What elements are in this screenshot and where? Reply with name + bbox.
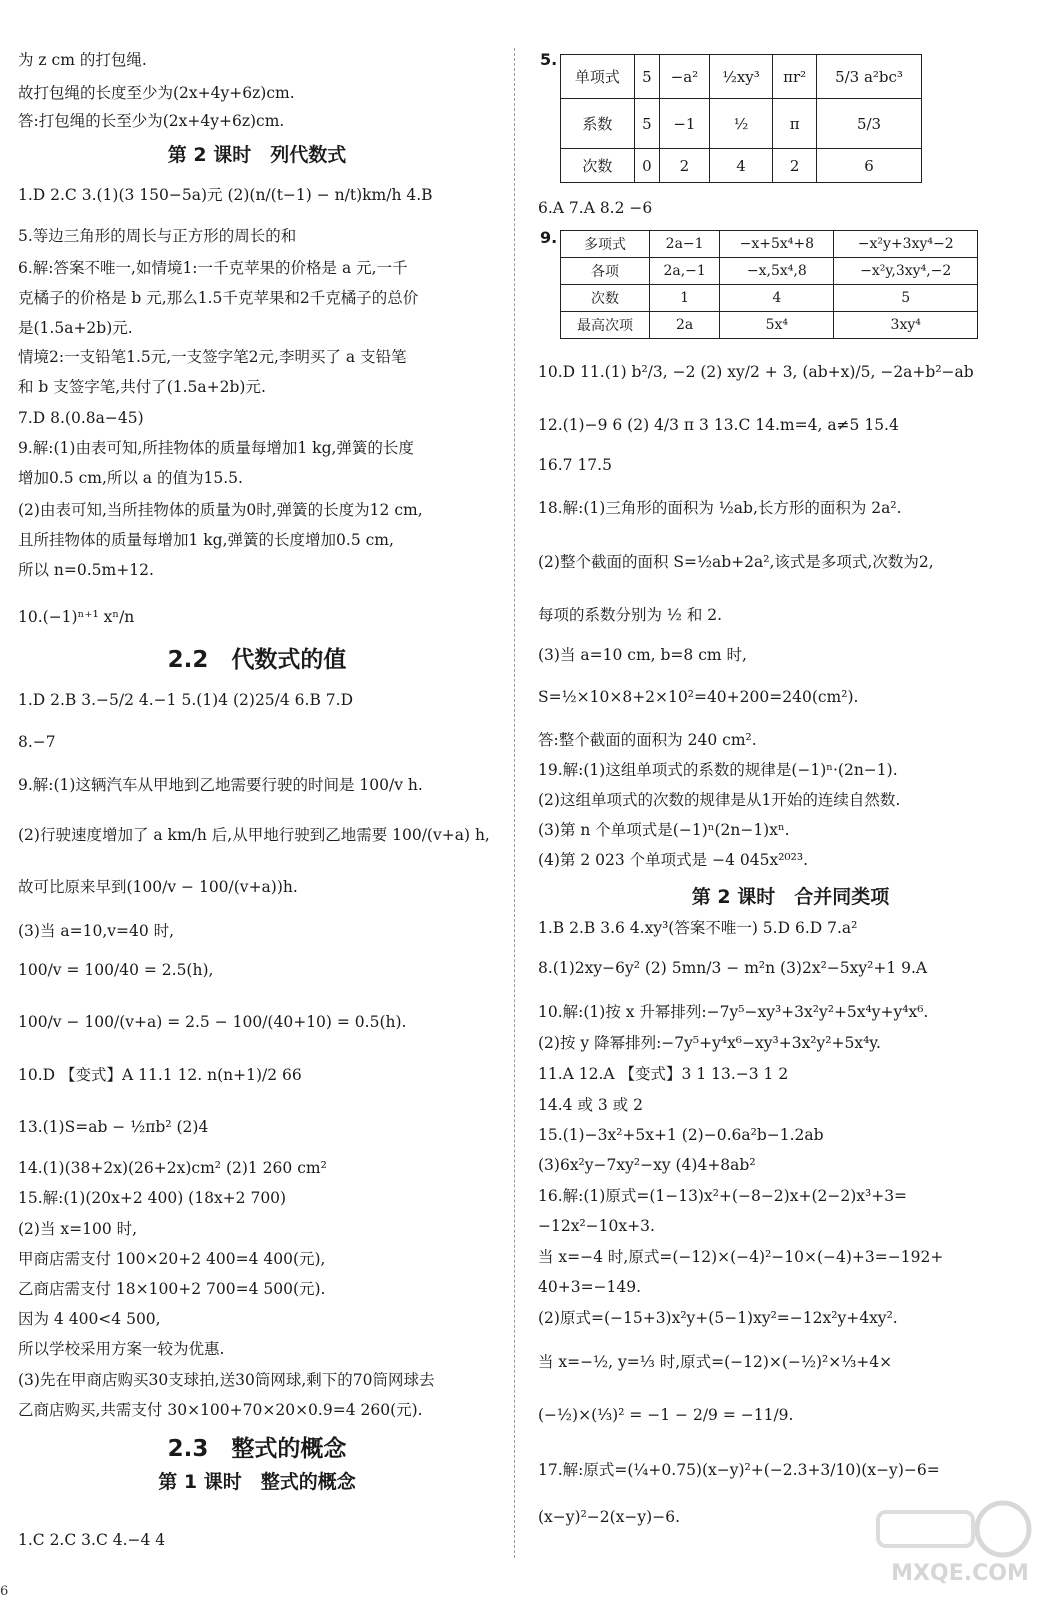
text-line: 所以 n=0.5m+12. bbox=[18, 561, 154, 579]
table-cell: 2a bbox=[649, 312, 719, 339]
text-line: 故打包绳的长度至少为(2x+4y+6z)cm. bbox=[18, 84, 295, 102]
text-line: 答:打包绳的长至少为(2x+4y+6z)cm. bbox=[18, 112, 285, 130]
text-line: S=½×10×8+2×10²=40+200=240(cm²). bbox=[538, 688, 859, 706]
text-line: (3)先在甲商店购买30支球拍,送30筒网球,剩下的70筒网球去 bbox=[18, 1371, 435, 1389]
text-line: 乙商店需支付 18×100+2 700=4 500(元). bbox=[18, 1280, 326, 1298]
text-line: 14.4 或 3 或 2 bbox=[538, 1096, 643, 1114]
text-line: 16.7 17.5 bbox=[538, 456, 612, 474]
text-line: (2)按 y 降幂排列:−7y⁵+y⁴x⁶−xy³+3x²y²+5x⁴y. bbox=[538, 1034, 881, 1052]
text-line: 8.−7 bbox=[18, 733, 56, 751]
question-number: 9. bbox=[540, 228, 558, 247]
section-heading: 2.3 整式的概念 bbox=[167, 1436, 347, 1462]
text-line: 每项的系数分别为 ½ 和 2. bbox=[538, 606, 723, 624]
text-line: 1.D 2.C 3.(1)(3 150−5a)元 (2)(n/(t−1) − n/t)km/h 4.B bbox=[18, 186, 433, 204]
table-cell: ½xy³ bbox=[709, 55, 772, 99]
polynomial-table bbox=[560, 230, 978, 339]
text-line: 12.(1)−9 6 (2) 4/3 π 3 13.C 14.m=4, a≠5 15.4 bbox=[538, 416, 899, 434]
section-heading: 第 2 课时 列代数式 bbox=[167, 144, 347, 166]
section-heading: 第 2 课时 合并同类项 bbox=[691, 886, 890, 908]
text-line: (x−y)²−2(x−y)−6. bbox=[538, 1508, 680, 1526]
text-line: (3)6x²y−7xy²−xy (4)4+8ab² bbox=[538, 1156, 756, 1174]
text-line: 8.(1)2xy−6y² (2) 5mn/3 − m²n (3)2x²−5xy²+1 9.A bbox=[538, 959, 928, 977]
table-cell: 5/3 a²bc³ bbox=[817, 55, 922, 99]
table-cell: 1 bbox=[649, 285, 719, 312]
text-line: 17.解:原式=(¼+0.75)(x−y)²+(−2.3+3/10)(x−y)−6= bbox=[538, 1461, 940, 1479]
table-cell: 5x⁴ bbox=[720, 312, 834, 339]
table-cell: 单项式 bbox=[561, 55, 635, 99]
table-cell: 5 bbox=[634, 99, 659, 149]
text-line: 11.A 12.A 【变式】3 1 13.−3 1 2 bbox=[538, 1065, 789, 1083]
table-cell: 2 bbox=[773, 149, 817, 183]
table-cell: 5 bbox=[634, 55, 659, 99]
text-line: 40+3=−149. bbox=[538, 1278, 642, 1296]
table-cell: −x²y+3xy⁴−2 bbox=[834, 231, 978, 258]
table-cell: 2a,−1 bbox=[649, 258, 719, 285]
text-line: (3)当 a=10,v=40 时, bbox=[18, 922, 175, 940]
text-line: (−½)×(⅓)² = −1 − 2/9 = −11/9. bbox=[538, 1406, 794, 1424]
table-cell: −x²y,3xy⁴,−2 bbox=[834, 258, 978, 285]
text-line: 13.(1)S=ab − ½πb² (2)4 bbox=[18, 1118, 209, 1136]
text-line: (2)行驶速度增加了 a km/h 后,从甲地行驶到乙地需要 100/(v+a) h, bbox=[18, 826, 490, 844]
table-cell: 系数 bbox=[561, 99, 635, 149]
text-line: (2)当 x=100 时, bbox=[18, 1220, 138, 1238]
table-cell: −x,5x⁴,8 bbox=[720, 258, 834, 285]
text-line: 16.解:(1)原式=(1−13)x²+(−8−2)x+(2−2)x³+3= bbox=[538, 1187, 908, 1205]
table-cell: 6 bbox=[817, 149, 922, 183]
text-line: 10.D 11.(1) b²/3, −2 (2) xy/2 + 3, (ab+x)/5, −2a+b²−ab bbox=[538, 363, 974, 381]
text-line: 和 b 支签字笔,共付了(1.5a+2b)元. bbox=[18, 378, 266, 396]
monomial-table bbox=[560, 54, 922, 183]
text-line: 增加0.5 cm,所以 a 的值为15.5. bbox=[18, 469, 243, 487]
text-line: 100/v = 100/40 = 2.5(h), bbox=[18, 961, 214, 979]
watermark-text: MXQE.COM bbox=[891, 1561, 1029, 1586]
table-cell: −x+5x⁴+8 bbox=[720, 231, 834, 258]
text-line: −12x²−10x+3. bbox=[538, 1217, 655, 1235]
text-line: 1.D 2.B 3.−5/2 4.−1 5.(1)4 (2)25/4 6.B 7.D bbox=[18, 691, 354, 709]
text-line: 7.D 8.(0.8a−45) bbox=[18, 409, 144, 427]
text-line: 100/v − 100/(v+a) = 2.5 − 100/(40+10) = 0.5(h). bbox=[18, 1013, 407, 1031]
table-cell: 2a−1 bbox=[649, 231, 719, 258]
text-line: 6.解:答案不唯一,如情境1:一千克苹果的价格是 a 元,一千 bbox=[18, 259, 408, 277]
text-line: 15.(1)−3x²+5x+1 (2)−0.6a²b−1.2ab bbox=[538, 1126, 824, 1144]
section-heading: 第 1 课时 整式的概念 bbox=[158, 1471, 356, 1493]
text-line: 当 x=−½, y=⅓ 时,原式=(−12)×(−½)²×⅓+4× bbox=[538, 1353, 893, 1371]
text-line: 9.解:(1)由表可知,所挂物体的质量每增加1 kg,弹簧的长度 bbox=[18, 439, 414, 457]
table-cell: 最高次项 bbox=[561, 312, 650, 339]
text-line: 乙商店购买,共需支付 30×100+70×20×0.9=4 260(元). bbox=[18, 1401, 423, 1419]
table-cell: 4 bbox=[709, 149, 772, 183]
table-cell: 4 bbox=[720, 285, 834, 312]
text-line: 为 z cm 的打包绳. bbox=[18, 51, 147, 69]
text-line: 19.解:(1)这组单项式的系数的规律是(−1)ⁿ·(2n−1). bbox=[538, 761, 898, 779]
text-line: (3)第 n 个单项式是(−1)ⁿ(2n−1)xⁿ. bbox=[538, 821, 790, 839]
text-line: 所以学校采用方案一较为优惠. bbox=[18, 1340, 225, 1358]
table-cell: −1 bbox=[660, 99, 710, 149]
text-line: 18.解:(1)三角形的面积为 ½ab,长方形的面积为 2a². bbox=[538, 499, 902, 517]
page-number: 6 bbox=[0, 1584, 9, 1599]
text-line: (2)原式=(−15+3)x²y+(5−1)xy²=−12x²y+4xy². bbox=[538, 1309, 898, 1327]
text-line: 1.C 2.C 3.C 4.−4 4 bbox=[18, 1531, 166, 1549]
text-line: 5.等边三角形的周长与正方形的周长的和 bbox=[18, 227, 297, 245]
text-line: 情境2:一支铅笔1.5元,一支签字笔2元,李明买了 a 支铅笔 bbox=[18, 348, 407, 366]
table-cell: π bbox=[773, 99, 817, 149]
text-line: (2)由表可知,当所挂物体的质量为0时,弹簧的长度为12 cm, bbox=[18, 501, 423, 519]
text-line: 且所挂物体的质量每增加1 kg,弹簧的长度增加0.5 cm, bbox=[18, 531, 394, 549]
text-line: (2)这组单项式的次数的规律是从1开始的连续自然数. bbox=[538, 791, 901, 809]
text-line: 答:整个截面的面积为 240 cm². bbox=[538, 731, 757, 749]
text-line: (4)第 2 023 个单项式是 −4 045x²⁰²³. bbox=[538, 851, 808, 869]
text-line: 14.(1)(38+2x)(26+2x)cm² (2)1 260 cm² bbox=[18, 1159, 327, 1177]
text-line: (2)整个截面的面积 S=½ab+2a²,该式是多项式,次数为2, bbox=[538, 553, 934, 571]
watermark-logo bbox=[868, 1494, 1053, 1590]
table-cell: 2 bbox=[660, 149, 710, 183]
table-cell: 多项式 bbox=[561, 231, 650, 258]
table-cell: 5/3 bbox=[817, 99, 922, 149]
table-cell: 各项 bbox=[561, 258, 650, 285]
text-line: 10.D 【变式】A 11.1 12. n(n+1)/2 66 bbox=[18, 1066, 302, 1084]
text-line: 10.解:(1)按 x 升幂排列:−7y⁵−xy³+3x²y²+5x⁴y+y⁴x⁶. bbox=[538, 1003, 929, 1021]
text-line: 9.解:(1)这辆汽车从甲地到乙地需要行驶的时间是 100/v h. bbox=[18, 776, 423, 794]
table-cell: 3xy⁴ bbox=[834, 312, 978, 339]
text-line: 因为 4 400<4 500, bbox=[18, 1310, 161, 1328]
table-cell: 次数 bbox=[561, 285, 650, 312]
text-line: 甲商店需支付 100×20+2 400=4 400(元), bbox=[18, 1250, 326, 1268]
question-number: 5. bbox=[540, 50, 558, 69]
section-heading: 2.2 代数式的值 bbox=[167, 647, 347, 673]
table-cell: 5 bbox=[834, 285, 978, 312]
table-cell: −a² bbox=[660, 55, 710, 99]
text-line: 15.解:(1)(20x+2 400) (18x+2 700) bbox=[18, 1189, 287, 1207]
text-line: (3)当 a=10 cm, b=8 cm 时, bbox=[538, 646, 747, 664]
table-cell: ½ bbox=[709, 99, 772, 149]
text-line: 克橘子的价格是 b 元,那么1.5千克苹果和2千克橘子的总价 bbox=[18, 289, 419, 307]
text-line: 是(1.5a+2b)元. bbox=[18, 319, 133, 337]
text-line: 故可比原来早到(100/v − 100/(v+a))h. bbox=[18, 878, 298, 896]
text-line: 6.A 7.A 8.2 −6 bbox=[538, 199, 653, 217]
text-line: 10.(−1)ⁿ⁺¹ xⁿ/n bbox=[18, 608, 135, 626]
table-cell: 次数 bbox=[561, 149, 635, 183]
column-divider bbox=[514, 48, 515, 1558]
text-line: 1.B 2.B 3.6 4.xy³(答案不唯一) 5.D 6.D 7.a² bbox=[538, 919, 858, 937]
table-cell: 0 bbox=[634, 149, 659, 183]
text-line: 当 x=−4 时,原式=(−12)×(−4)²−10×(−4)+3=−192+ bbox=[538, 1248, 944, 1266]
table-cell: πr² bbox=[773, 55, 817, 99]
